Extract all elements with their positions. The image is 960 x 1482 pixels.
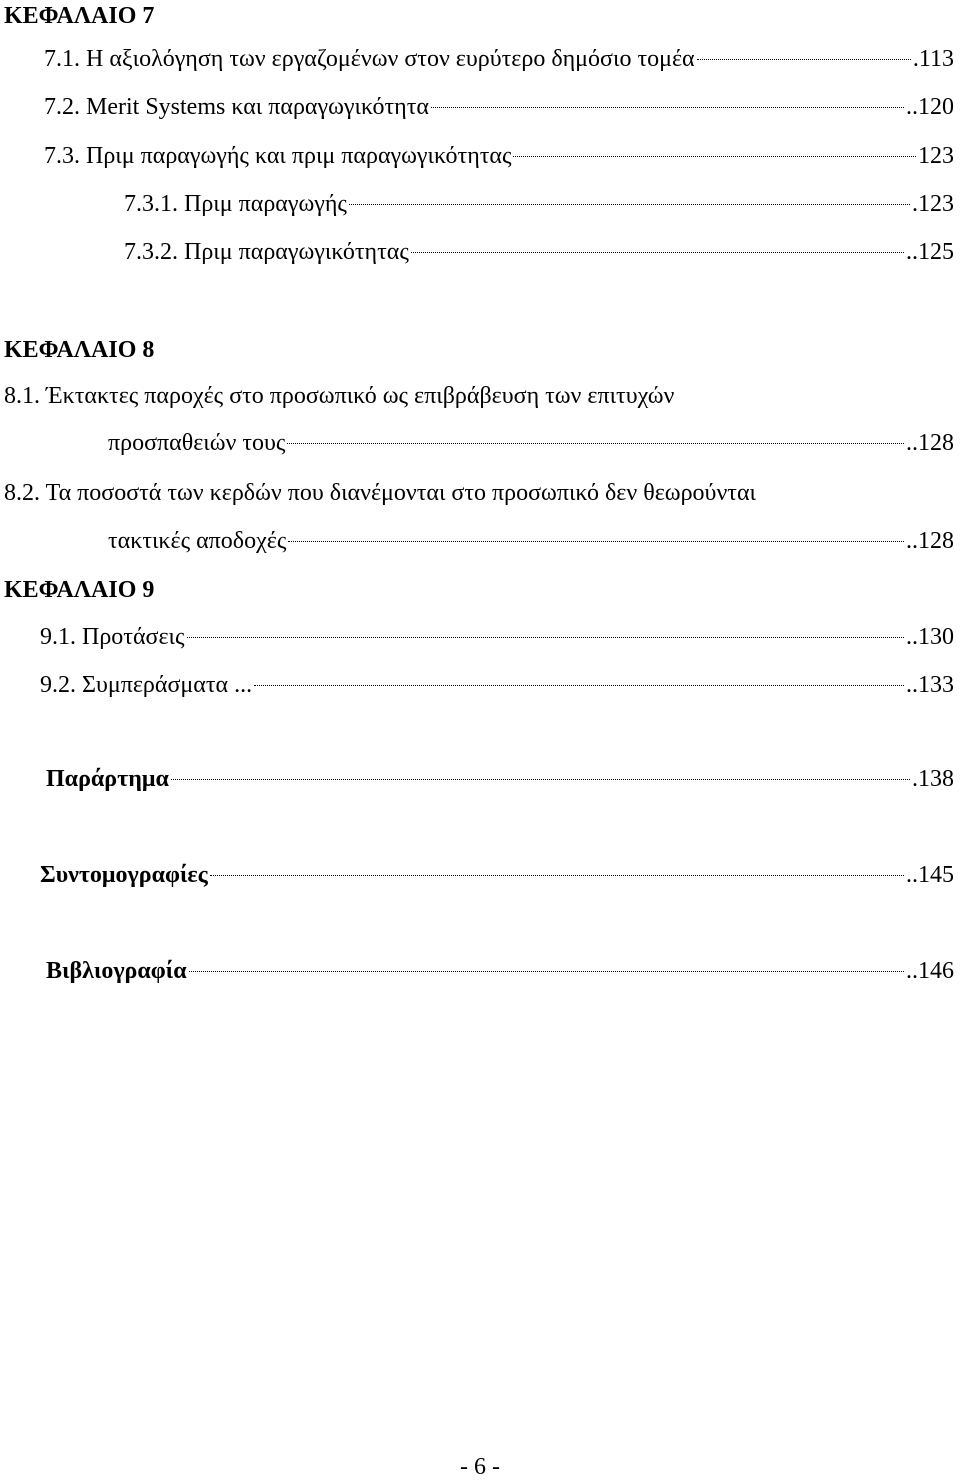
toc-entry-label: 7.1. Η αξιολόγηση των εργαζομένων στον ευρύτερο δημόσιο τομέα	[44, 46, 695, 72]
toc-entry-8-1[interactable]	[108, 428, 954, 458]
toc-entry-page: .123	[912, 191, 954, 217]
toc-entry-label: 7.3.1. Πριμ παραγωγής	[124, 191, 347, 217]
toc-entry-appendix[interactable]	[46, 764, 954, 794]
toc-entry-label: τακτικές αποδοχές	[108, 528, 287, 554]
toc-entry-9-2[interactable]	[40, 670, 954, 700]
dot-leader	[349, 204, 910, 205]
toc-entry-page: ..133	[906, 672, 954, 698]
page-number-footer: - 6 -	[460, 1454, 500, 1480]
chapter-7-heading: ΚΕΦΑΛΑΙΟ 7	[4, 3, 155, 29]
dot-leader	[189, 971, 904, 972]
toc-entry-8-2-line1[interactable]: 8.2. Τα ποσοστά των κερδών που διανέμονται στο προσωπικό δεν θεωρούνται	[4, 480, 756, 506]
dot-leader	[171, 779, 910, 780]
chapter-9-heading: ΚΕΦΑΛΑΙΟ 9	[4, 577, 155, 603]
toc-entry-7-3-2[interactable]	[124, 237, 954, 267]
dot-leader	[288, 541, 904, 542]
toc-entry-7-2[interactable]	[44, 92, 954, 122]
toc-entry-page: ..128	[906, 528, 954, 554]
toc-entry-9-1[interactable]	[40, 622, 954, 652]
toc-entry-label: 9.2. Συμπεράσματα ...	[40, 672, 253, 698]
toc-entry-page: .113	[912, 46, 954, 72]
dot-leader	[513, 156, 916, 157]
dot-leader	[254, 685, 904, 686]
toc-entry-page: ..146	[906, 958, 954, 984]
toc-entry-abbreviations[interactable]	[40, 860, 954, 890]
toc-entry-page: ..130	[906, 624, 954, 650]
toc-entry-page: ..120	[906, 94, 954, 120]
dot-leader	[411, 252, 904, 253]
toc-entry-7-3-1[interactable]	[124, 189, 954, 219]
toc-entry-bibliography[interactable]	[46, 956, 954, 986]
dot-leader	[431, 107, 904, 108]
toc-entry-8-1-line1[interactable]: 8.1. Έκτακτες παροχές στο προσωπικό ως επιβράβευση των επιτυχών	[4, 383, 675, 409]
toc-entry-page: 123	[918, 143, 954, 169]
dot-leader	[187, 637, 904, 638]
dot-leader	[287, 443, 904, 444]
toc-entry-label: 7.3. Πριμ παραγωγής και πριμ παραγωγικότητας	[44, 143, 512, 169]
toc-entry-8-2[interactable]	[108, 526, 954, 556]
dot-leader	[210, 875, 904, 876]
toc-entry-label: Βιβλιογραφία	[46, 958, 187, 984]
toc-entry-label: Παράρτημα	[46, 766, 169, 792]
toc-entry-label: προσπαθειών τους	[108, 430, 286, 456]
toc-entry-page: ..125	[906, 239, 954, 265]
toc-entry-7-3[interactable]	[44, 141, 954, 171]
toc-entry-label: Συντομογραφίες	[40, 862, 208, 888]
toc-entry-page: .138	[912, 766, 954, 792]
toc-entry-label: 7.3.2. Πριμ παραγωγικότητας	[124, 239, 409, 265]
toc-entry-page: ..145	[906, 862, 954, 888]
dot-leader	[697, 59, 911, 60]
toc-entry-label: 7.2. Merit Systems και παραγωγικότητα	[44, 94, 429, 120]
chapter-8-heading: ΚΕΦΑΛΑΙΟ 8	[4, 337, 155, 363]
toc-entry-7-1[interactable]	[44, 44, 954, 74]
toc-entry-page: ..128	[906, 430, 954, 456]
toc-entry-label: 9.1. Προτάσεις	[40, 624, 185, 650]
